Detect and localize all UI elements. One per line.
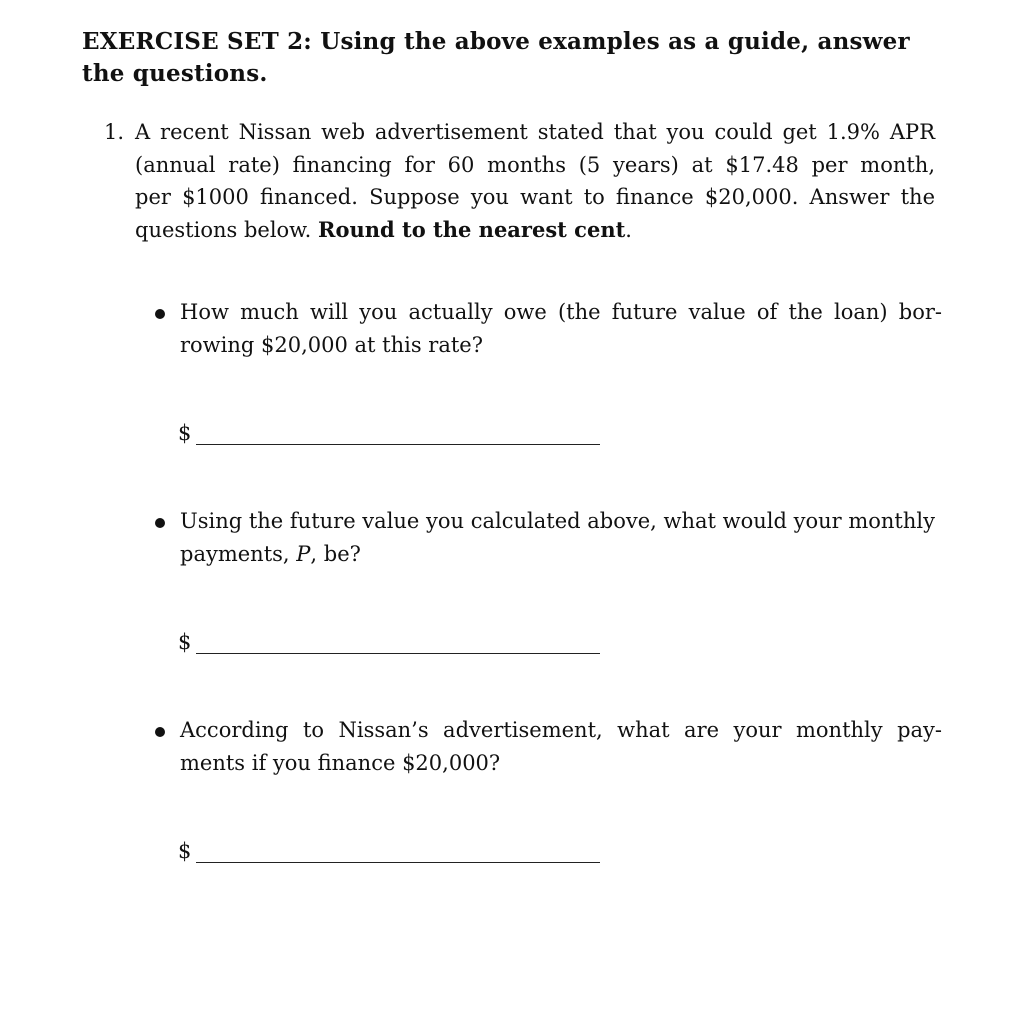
answer-2 [178, 628, 608, 658]
question-3-line-1: According to Nissan’s advertisement, what are your monthly pay- [180, 718, 942, 742]
payment-variable: P [296, 541, 311, 566]
rounding-instruction: Round to the nearest cent [318, 216, 626, 242]
dollar-sign: $ [178, 630, 192, 654]
bullet-icon [155, 727, 165, 737]
exercise-heading [82, 26, 942, 90]
question-1-line-1: How much will you actually owe (the future value of the loan) bor- [180, 300, 942, 324]
question-1-text [180, 296, 942, 361]
exercise-heading-line-1: EXERCISE SET 2: Using the above examples as a guide, answer [82, 28, 910, 55]
question-3-line-2: ments if you finance $20,000? [180, 750, 501, 775]
exercise-heading-line-2: the questions. [82, 60, 268, 87]
problem-line-1: A recent Nissan web advertisement stated that you could get 1.9% APR [135, 120, 935, 144]
question-2-text [180, 505, 942, 570]
answer-1-blank[interactable] [196, 444, 600, 445]
bullet-icon [155, 518, 165, 528]
dollar-sign: $ [178, 421, 192, 445]
answer-1 [178, 419, 608, 449]
question-1-line-2: rowing $20,000 at this rate? [180, 332, 483, 357]
problem-line-4-period: . [625, 217, 632, 242]
answer-2-blank[interactable] [196, 653, 600, 654]
question-2-line-2-end: , be? [310, 541, 361, 566]
problem-number: 1. [104, 120, 125, 144]
question-2-line-2-start: payments, [180, 541, 290, 566]
dollar-sign: $ [178, 839, 192, 863]
problem-line-4-text: questions below. [135, 217, 312, 242]
bullet-icon [155, 309, 165, 319]
answer-3 [178, 837, 608, 867]
answer-3-blank[interactable] [196, 862, 600, 863]
problem-line-4 [135, 214, 935, 247]
problem-line-3: per $1000 financed. Suppose you want to finance $20,000. Answer the [135, 185, 935, 209]
problem-line-2: (annual rate) financing for 60 months (5 years) at $17.48 per month, [135, 152, 935, 177]
question-2-line-1: Using the future value you calculated above, what would your monthly [180, 509, 935, 533]
problem-statement [135, 116, 935, 246]
question-2-line-2 [180, 538, 942, 571]
question-3-text [180, 714, 942, 779]
